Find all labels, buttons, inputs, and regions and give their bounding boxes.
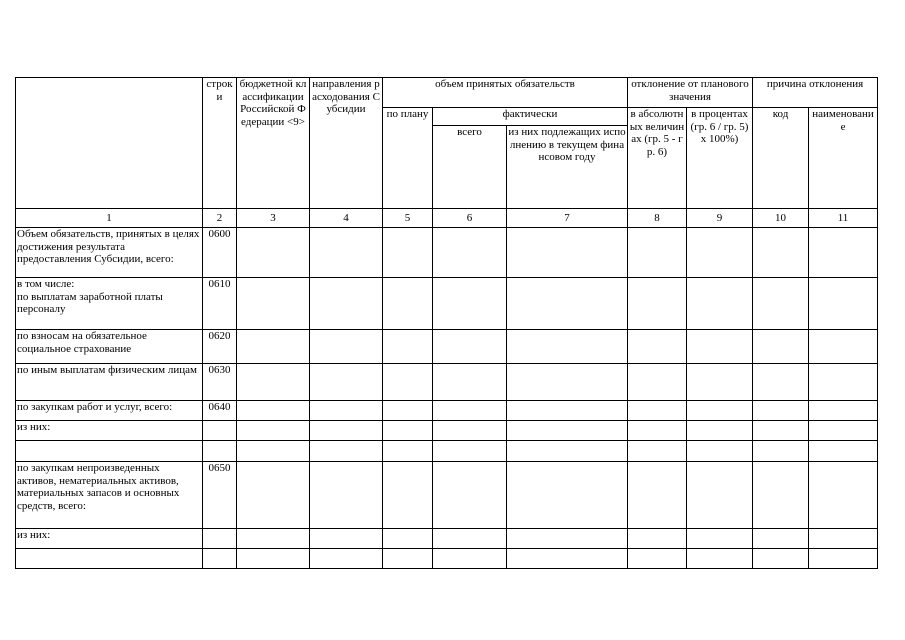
row-code-cell: 0650 [203,462,237,529]
row-name-cell: в том числе: по выплатам заработной платы персоналу [16,278,203,330]
value-cell[interactable] [809,549,878,569]
table-row [16,421,878,441]
value-cell[interactable] [383,228,433,278]
value-cell[interactable] [628,401,687,421]
value-cell[interactable] [628,421,687,441]
row-code-cell: 0600 [203,228,237,278]
value-cell[interactable] [753,441,809,462]
value-cell[interactable] [687,278,753,330]
value-cell[interactable] [433,228,507,278]
header-cell-actual-current-year: из них подлежащих исполнению в текущем финансовом году [507,126,628,209]
value-cell[interactable] [628,228,687,278]
value-cell[interactable] [628,278,687,330]
row-name-cell: по закупкам непроизведенных активов, нематериальных активов, материальных запасов и основных средств, всего: [16,462,203,529]
row-code-cell: 0640 [203,401,237,421]
value-cell[interactable] [687,549,753,569]
value-cell[interactable] [237,364,310,401]
row-name-cell [16,549,203,569]
value-cell[interactable] [753,278,809,330]
value-cell[interactable] [507,441,628,462]
value-cell[interactable] [310,549,383,569]
obligations-table [15,77,878,569]
value-cell[interactable] [628,529,687,549]
column-number: 1 [16,209,203,228]
header-cell-reason-name: наименование [809,108,878,209]
value-cell[interactable] [507,228,628,278]
table-row [16,529,878,549]
column-number: 11 [809,209,878,228]
value-cell[interactable] [310,228,383,278]
column-number: 9 [687,209,753,228]
value-cell[interactable] [237,441,310,462]
value-cell[interactable] [687,330,753,364]
row-name-cell: по закупкам работ и услуг, всего: [16,401,203,421]
value-cell[interactable] [237,421,310,441]
column-number: 3 [237,209,310,228]
value-cell[interactable] [433,421,507,441]
header-cell-actual: фактически [433,108,628,126]
value-cell[interactable] [507,330,628,364]
value-cell[interactable] [628,364,687,401]
row-code-cell [203,549,237,569]
header-cell-row-code: строки [203,78,237,209]
value-cell[interactable] [383,549,433,569]
value-cell[interactable] [310,401,383,421]
column-number: 8 [628,209,687,228]
value-cell[interactable] [507,529,628,549]
value-cell[interactable] [809,421,878,441]
row-name-cell [16,441,203,462]
value-cell[interactable] [687,364,753,401]
value-cell[interactable] [687,228,753,278]
value-cell[interactable] [753,549,809,569]
value-cell[interactable] [237,549,310,569]
header-cell-budget-classification: бюджетной классификации Российской Федерации <9> [237,78,310,209]
row-code-cell [203,421,237,441]
value-cell[interactable] [433,441,507,462]
value-cell[interactable] [628,330,687,364]
value-cell[interactable] [433,549,507,569]
header-cell-planned: по плану [383,108,433,209]
value-cell[interactable] [507,364,628,401]
row-code-cell: 0630 [203,364,237,401]
value-cell[interactable] [809,462,878,529]
column-number: 10 [753,209,809,228]
value-cell[interactable] [310,462,383,529]
header-cell-deviation-reason: причина отклонения [753,78,878,108]
column-number: 2 [203,209,237,228]
value-cell[interactable] [753,462,809,529]
header-cell-deviation: отклонение от планового значения [628,78,753,108]
column-number: 7 [507,209,628,228]
value-cell[interactable] [433,278,507,330]
value-cell[interactable] [433,330,507,364]
value-cell[interactable] [383,364,433,401]
row-code-cell [203,441,237,462]
value-cell[interactable] [507,278,628,330]
header-cell-percent: в процентах (гр. 6 / гр. 5) x 100%) [687,108,753,209]
value-cell[interactable] [628,462,687,529]
table-row [16,330,878,364]
value-cell[interactable] [433,401,507,421]
value-cell[interactable] [433,529,507,549]
value-cell[interactable] [383,529,433,549]
row-name-cell: из них: [16,529,203,549]
value-cell[interactable] [383,441,433,462]
value-cell[interactable] [753,364,809,401]
value-cell[interactable] [383,401,433,421]
header-cell-actual-total: всего [433,126,507,209]
column-number: 4 [310,209,383,228]
value-cell[interactable] [383,462,433,529]
value-cell[interactable] [310,441,383,462]
row-name-cell: Объем обязательств, принятых в целях достижения результата предоставления Субсидии, всего: [16,228,203,278]
table-row [16,228,878,278]
value-cell[interactable] [237,278,310,330]
value-cell[interactable] [687,462,753,529]
table-row [16,549,878,569]
row-name-cell: по иным выплатам физическим лицам [16,364,203,401]
table-row [16,364,878,401]
value-cell[interactable] [310,529,383,549]
value-cell[interactable] [687,421,753,441]
value-cell[interactable] [628,441,687,462]
value-cell[interactable] [753,228,809,278]
value-cell[interactable] [237,228,310,278]
header-cell-obligations-volume: объем принятых обязательств [383,78,628,108]
value-cell[interactable] [310,421,383,441]
header-cell-name [16,78,203,209]
value-cell[interactable] [809,529,878,549]
header-cell-expense-direction: направления расходования Субсидии [310,78,383,209]
value-cell[interactable] [687,401,753,421]
value-cell[interactable] [507,401,628,421]
value-cell[interactable] [687,441,753,462]
value-cell[interactable] [237,462,310,529]
value-cell[interactable] [310,278,383,330]
value-cell[interactable] [809,330,878,364]
row-name-cell: по взносам на обязательное социальное страхование [16,330,203,364]
value-cell[interactable] [753,529,809,549]
value-cell[interactable] [753,421,809,441]
value-cell[interactable] [237,401,310,421]
value-cell[interactable] [237,529,310,549]
row-code-cell: 0610 [203,278,237,330]
value-cell[interactable] [507,549,628,569]
value-cell[interactable] [809,401,878,421]
value-cell[interactable] [383,278,433,330]
value-cell[interactable] [507,462,628,529]
value-cell[interactable] [809,364,878,401]
value-cell[interactable] [687,529,753,549]
table-row [16,401,878,421]
header-cell-absolute: в абсолютных величинах (гр. 5 - гр. 6) [628,108,687,209]
value-cell[interactable] [310,330,383,364]
value-cell[interactable] [383,330,433,364]
table-row [16,462,878,529]
row-code-cell [203,529,237,549]
value-cell[interactable] [809,278,878,330]
value-cell[interactable] [433,364,507,401]
value-cell[interactable] [507,421,628,441]
column-number: 5 [383,209,433,228]
row-name-cell: из них: [16,421,203,441]
column-number: 6 [433,209,507,228]
value-cell[interactable] [753,401,809,421]
value-cell[interactable] [433,462,507,529]
value-cell[interactable] [809,228,878,278]
value-cell[interactable] [310,364,383,401]
value-cell[interactable] [383,421,433,441]
header-cell-reason-code: код [753,108,809,209]
table-row [16,278,878,330]
value-cell[interactable] [237,330,310,364]
value-cell[interactable] [628,549,687,569]
value-cell[interactable] [809,441,878,462]
row-code-cell: 0620 [203,330,237,364]
table-body [16,228,878,569]
value-cell[interactable] [753,330,809,364]
column-number-row [16,209,878,228]
table-row [16,441,878,462]
